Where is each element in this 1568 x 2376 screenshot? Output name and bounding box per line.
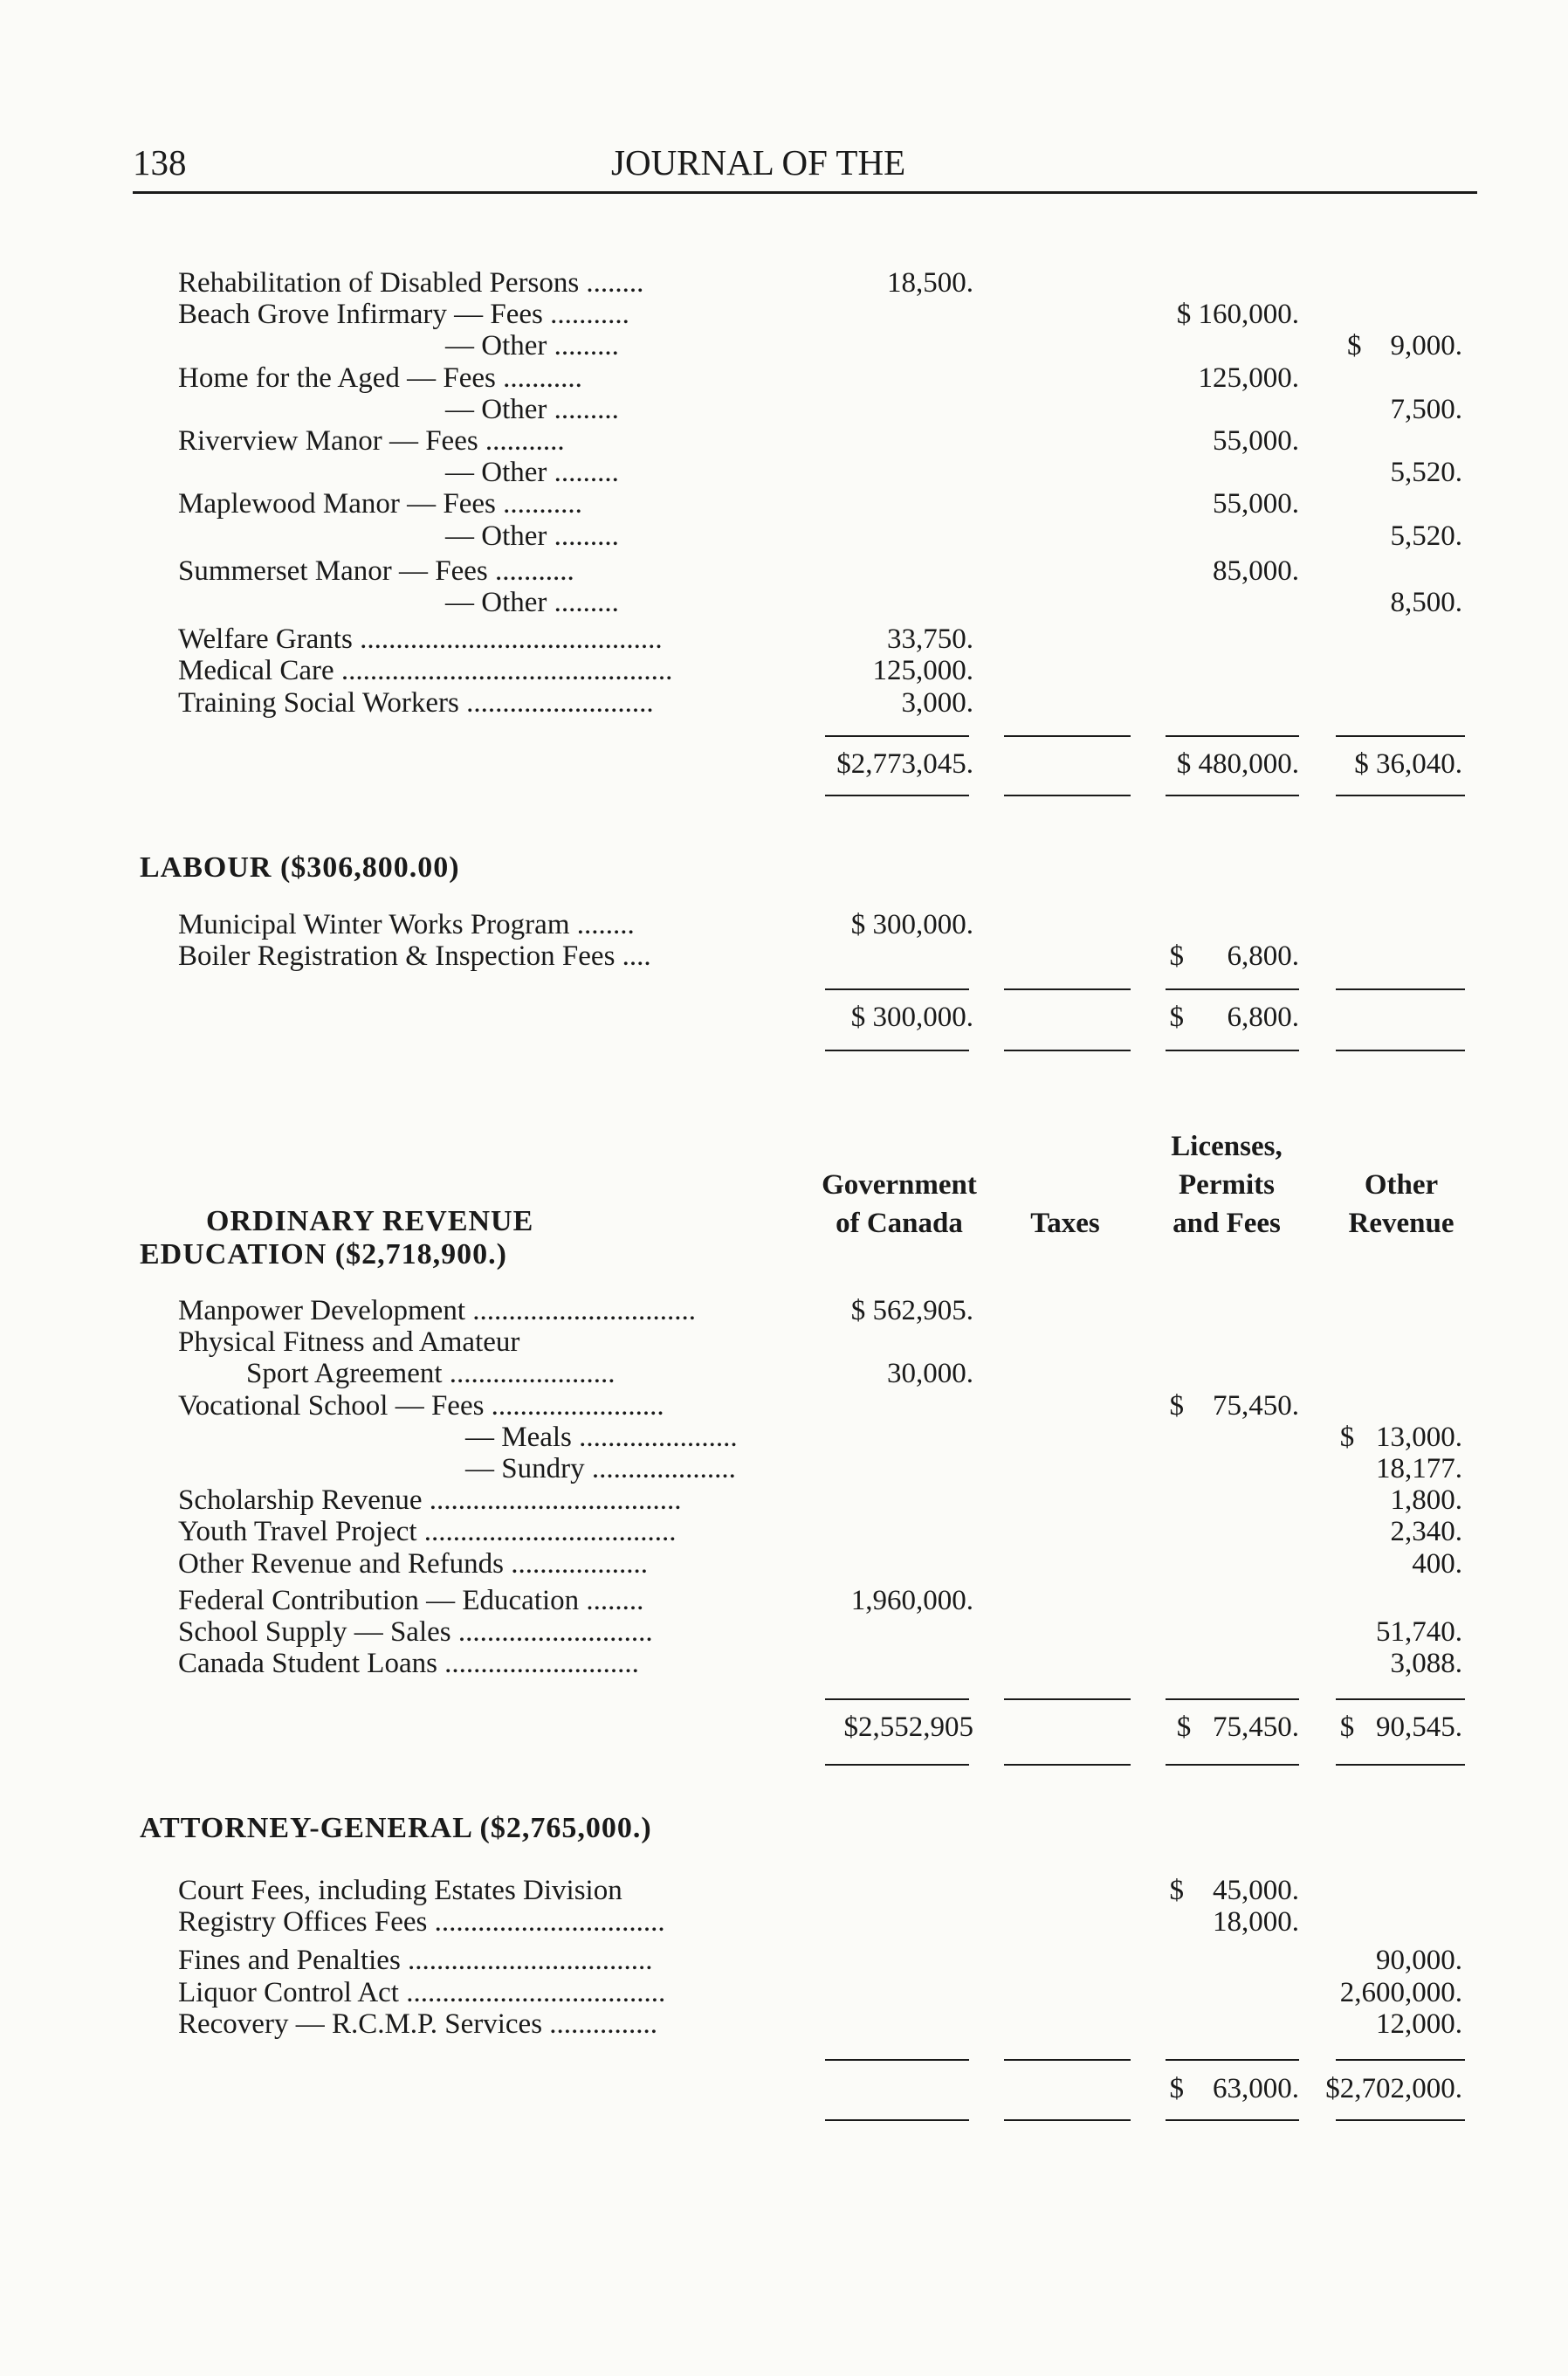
total-rule bbox=[1004, 1698, 1131, 1700]
row-value-oth: 12,000. bbox=[1376, 2008, 1462, 2040]
labour-total-lic: $ 6,800. bbox=[1169, 1002, 1299, 1033]
total-rule bbox=[825, 988, 969, 990]
welfare-row bbox=[0, 653, 1568, 688]
col-head-other-revenue: Other Revenue bbox=[1348, 1169, 1455, 1239]
row-value-oth: 5,520. bbox=[1390, 457, 1462, 489]
row-value-oth: 51,740. bbox=[1376, 1616, 1462, 1648]
row-value-oth: 7,500. bbox=[1390, 393, 1462, 425]
header-rule bbox=[133, 191, 1477, 194]
row-label: Canada Student Loans ........................... bbox=[178, 1648, 639, 1680]
row-value-oth: 5,520. bbox=[1390, 520, 1462, 552]
row-label: — Other ......... bbox=[445, 587, 619, 618]
total-rule bbox=[1166, 795, 1299, 796]
total-rule bbox=[1004, 795, 1131, 796]
row-value-gov: 3,000. bbox=[901, 686, 973, 719]
education-row bbox=[0, 1646, 1568, 1681]
total-rule bbox=[1166, 1698, 1299, 1700]
row-value-lic: 125,000. bbox=[1198, 362, 1299, 394]
row-value-lic: $ 75,450. bbox=[1169, 1389, 1299, 1422]
row-label: Recovery — R.C.M.P. Services ............... bbox=[178, 2008, 658, 2040]
row-label: Medical Care .............................................. bbox=[178, 655, 673, 687]
row-label: Riverview Manor — Fees ........... bbox=[178, 425, 565, 457]
education-row bbox=[0, 1615, 1568, 1649]
row-label: — Meals ...................... bbox=[465, 1421, 738, 1453]
welfare-row bbox=[0, 424, 1568, 458]
ordinary-revenue-heading: ORDINARY REVENUE bbox=[206, 1205, 534, 1237]
welfare-row bbox=[0, 455, 1568, 490]
col-head-government: Government of Canada bbox=[822, 1169, 977, 1239]
row-label: Sport Agreement ....................... bbox=[246, 1358, 616, 1390]
row-label: Other Revenue and Refunds ................... bbox=[178, 1547, 648, 1580]
row-label: Vocational School — Fees ........................ bbox=[178, 1389, 664, 1422]
row-label: Summerset Manor — Fees ........... bbox=[178, 554, 574, 587]
row-label: Court Fees, including Estates Division bbox=[178, 1875, 622, 1906]
education-row bbox=[0, 1420, 1568, 1455]
row-value-gov: 18,500. bbox=[887, 267, 973, 299]
row-value-lic: 85,000. bbox=[1213, 554, 1299, 587]
education-row bbox=[0, 1583, 1568, 1618]
row-value-gov: 33,750. bbox=[887, 623, 973, 656]
total-rule bbox=[1166, 2059, 1299, 2061]
education-row bbox=[0, 1546, 1568, 1581]
labour-heading: LABOUR ($306,800.00) bbox=[140, 851, 460, 884]
row-label: Registry Offices Fees ................................ bbox=[178, 1906, 665, 1939]
running-title: JOURNAL OF THE bbox=[611, 142, 906, 183]
attorney-row bbox=[0, 2007, 1568, 2042]
row-label: Beach Grove Infirmary — Fees ........... bbox=[178, 299, 629, 331]
total-rule bbox=[1336, 2119, 1465, 2121]
total-rule bbox=[825, 2119, 969, 2121]
total-rule bbox=[825, 1764, 969, 1766]
welfare-row bbox=[0, 622, 1568, 657]
total-rule bbox=[1004, 735, 1131, 737]
row-value-gov: 125,000. bbox=[872, 655, 973, 687]
row-label: — Other ......... bbox=[445, 393, 619, 425]
total-rule bbox=[825, 1698, 969, 1700]
total-rule bbox=[1004, 988, 1131, 990]
row-value-lic: 18,000. bbox=[1213, 1906, 1299, 1939]
education-row bbox=[0, 1356, 1568, 1391]
education-row bbox=[0, 1325, 1568, 1360]
attorney-row bbox=[0, 1873, 1568, 1908]
attorney-total-row bbox=[0, 2071, 1568, 2106]
row-label: — Other ......... bbox=[445, 520, 619, 552]
total-rule bbox=[1336, 988, 1465, 990]
row-label: Physical Fitness and Amateur bbox=[178, 1326, 520, 1359]
row-value-gov: $ 562,905. bbox=[850, 1295, 973, 1326]
row-value-gov: 1,960,000. bbox=[850, 1584, 973, 1616]
row-label: Boiler Registration & Inspection Fees .... bbox=[178, 940, 651, 973]
row-value-lic: $ 6,800. bbox=[1169, 940, 1299, 973]
row-value-lic: 55,000. bbox=[1213, 425, 1299, 457]
welfare-row bbox=[0, 585, 1568, 620]
total-rule bbox=[1336, 1764, 1465, 1766]
education-row bbox=[0, 1514, 1568, 1549]
col-head-licenses: Licenses, Permits and Fees bbox=[1171, 1131, 1283, 1239]
total-rule bbox=[1336, 735, 1465, 737]
total-rule bbox=[825, 735, 969, 737]
row-value-oth: 90,000. bbox=[1376, 1945, 1462, 1977]
education-total-oth: $ 90,545. bbox=[1339, 1711, 1462, 1743]
total-rule bbox=[1166, 735, 1299, 737]
row-value-lic: 55,000. bbox=[1213, 488, 1299, 520]
welfare-row bbox=[0, 328, 1568, 363]
row-label: Liquor Control Act .................................... bbox=[178, 1976, 666, 2008]
attorney-row bbox=[0, 1943, 1568, 1978]
welfare-total-row bbox=[0, 747, 1568, 782]
education-row bbox=[0, 1388, 1568, 1423]
total-rule bbox=[1336, 1698, 1465, 1700]
attorney-total-lic: $ 63,000. bbox=[1169, 2073, 1299, 2104]
welfare-row bbox=[0, 554, 1568, 589]
row-value-oth: 1,800. bbox=[1390, 1484, 1462, 1517]
education-total-row bbox=[0, 1710, 1568, 1745]
welfare-total-gov: $2,773,045. bbox=[836, 748, 973, 780]
total-rule bbox=[1004, 2119, 1131, 2121]
row-value-gov: 30,000. bbox=[887, 1358, 973, 1390]
total-rule bbox=[825, 795, 969, 796]
welfare-total-oth: $ 36,040. bbox=[1354, 748, 1462, 780]
row-label: Training Social Workers .......................... bbox=[178, 686, 654, 719]
row-label: Youth Travel Project ................................... bbox=[178, 1516, 677, 1548]
attorney-general-heading: ATTORNEY-GENERAL ($2,765,000.) bbox=[140, 1812, 652, 1844]
row-value-gov: $ 300,000. bbox=[850, 909, 973, 940]
total-rule bbox=[1004, 2059, 1131, 2061]
row-label: Scholarship Revenue ................................... bbox=[178, 1484, 682, 1517]
row-value-oth: 400. bbox=[1412, 1547, 1462, 1580]
labour-total-row bbox=[0, 1000, 1568, 1035]
row-label: Federal Contribution — Education ........ bbox=[178, 1584, 644, 1616]
row-label: School Supply — Sales ........................... bbox=[178, 1616, 653, 1648]
row-label: Rehabilitation of Disabled Persons ........ bbox=[178, 267, 644, 299]
labour-total-gov: $ 300,000. bbox=[850, 1002, 973, 1033]
row-label: Maplewood Manor — Fees ........... bbox=[178, 488, 582, 520]
total-rule bbox=[825, 2059, 969, 2061]
total-rule bbox=[1336, 795, 1465, 796]
row-value-oth: $ 13,000. bbox=[1339, 1421, 1462, 1453]
education-total-lic: $ 75,450. bbox=[1176, 1711, 1299, 1743]
total-rule bbox=[825, 1050, 969, 1051]
row-label: Home for the Aged — Fees ........... bbox=[178, 362, 582, 394]
total-rule bbox=[1166, 1764, 1299, 1766]
row-value-oth: 2,600,000. bbox=[1339, 1976, 1462, 2008]
labour-row bbox=[0, 939, 1568, 974]
total-rule bbox=[1166, 2119, 1299, 2121]
row-value-oth: 3,088. bbox=[1390, 1648, 1462, 1680]
welfare-row bbox=[0, 361, 1568, 396]
welfare-row bbox=[0, 265, 1568, 300]
total-rule bbox=[1336, 2059, 1465, 2061]
welfare-row bbox=[0, 392, 1568, 427]
row-label: Welfare Grants .......................................... bbox=[178, 623, 663, 656]
total-rule bbox=[1004, 1764, 1131, 1766]
row-value-oth: 8,500. bbox=[1390, 587, 1462, 618]
row-value-oth: 18,177. bbox=[1376, 1453, 1462, 1484]
welfare-row bbox=[0, 297, 1568, 332]
welfare-total-lic: $ 480,000. bbox=[1176, 748, 1299, 780]
education-row bbox=[0, 1451, 1568, 1486]
row-value-lic: $ 45,000. bbox=[1169, 1875, 1299, 1906]
total-rule bbox=[1004, 1050, 1131, 1051]
education-total-gov: $2,552,905 bbox=[843, 1711, 973, 1743]
attorney-row bbox=[0, 1904, 1568, 1939]
total-rule bbox=[1336, 1050, 1465, 1051]
row-value-lic: $ 160,000. bbox=[1176, 299, 1299, 331]
row-value-oth: 2,340. bbox=[1390, 1516, 1462, 1548]
row-label: — Sundry .................... bbox=[465, 1453, 736, 1484]
row-label: Fines and Penalties .................................. bbox=[178, 1945, 653, 1977]
education-row bbox=[0, 1293, 1568, 1328]
row-label: — Other ......... bbox=[445, 330, 619, 362]
col-head-taxes: Taxes bbox=[1030, 1208, 1100, 1239]
education-heading: EDUCATION ($2,718,900.) bbox=[140, 1238, 507, 1271]
education-row bbox=[0, 1483, 1568, 1518]
welfare-row bbox=[0, 486, 1568, 521]
page-number: 138 bbox=[133, 142, 187, 183]
attorney-total-oth: $2,702,000. bbox=[1325, 2073, 1462, 2104]
row-label: Manpower Development ............................... bbox=[178, 1295, 696, 1326]
row-value-oth: $ 9,000. bbox=[1347, 330, 1462, 362]
row-label: Municipal Winter Works Program ........ bbox=[178, 909, 635, 940]
labour-row bbox=[0, 907, 1568, 942]
welfare-row bbox=[0, 685, 1568, 720]
total-rule bbox=[1166, 1050, 1299, 1051]
row-label: — Other ......... bbox=[445, 457, 619, 489]
attorney-row bbox=[0, 1975, 1568, 2010]
total-rule bbox=[1166, 988, 1299, 990]
welfare-row bbox=[0, 519, 1568, 554]
